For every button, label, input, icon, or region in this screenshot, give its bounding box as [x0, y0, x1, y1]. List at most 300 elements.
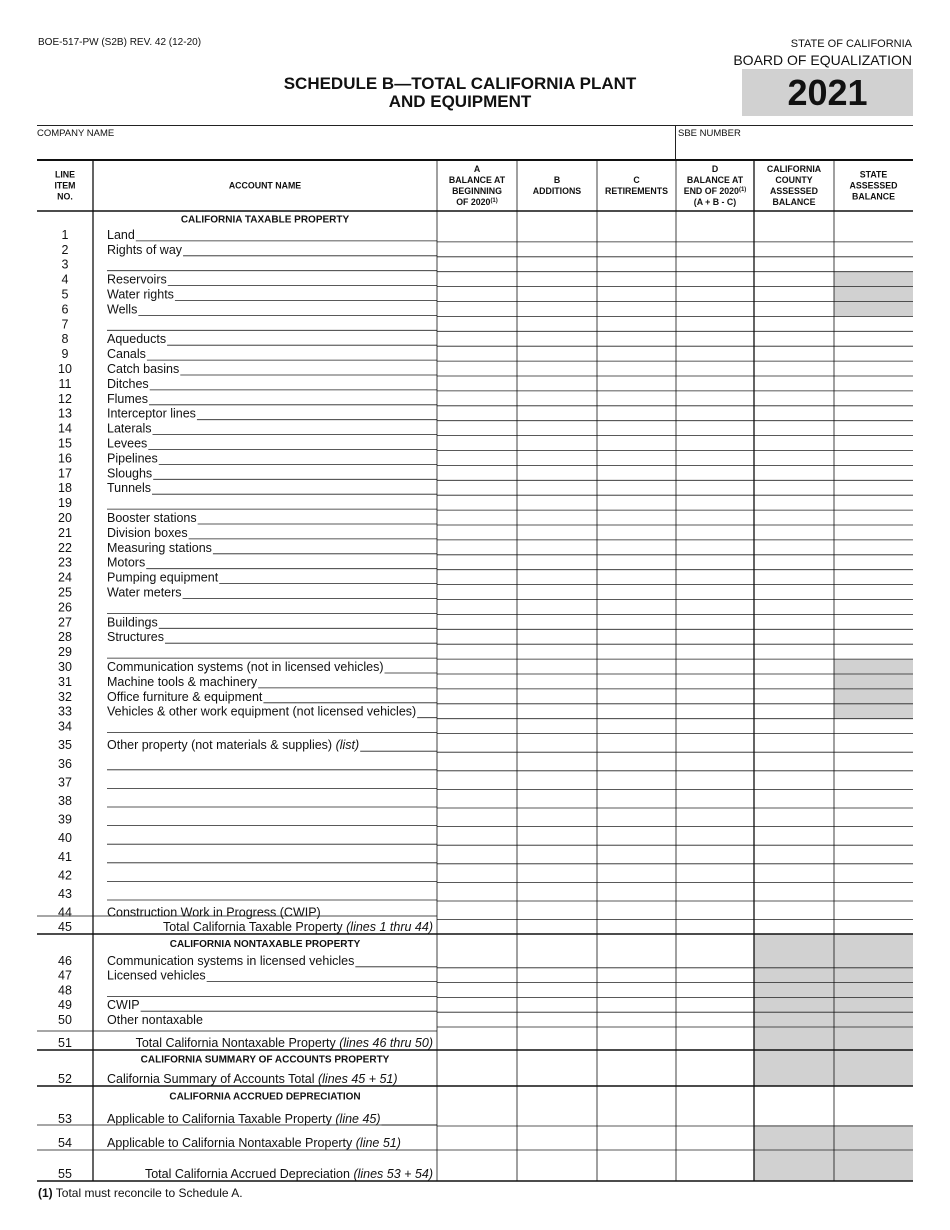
value-cell-43-county[interactable]	[755, 883, 833, 901]
value-cell-43-a[interactable]	[438, 883, 516, 901]
value-cell-49-b[interactable]	[518, 998, 596, 1012]
value-cell-33-state[interactable]	[835, 704, 912, 718]
value-cell-16-state[interactable]	[835, 451, 912, 465]
value-cell-38-c[interactable]	[598, 790, 675, 808]
value-cell-34-d[interactable]	[677, 719, 753, 733]
value-cell-18-county[interactable]	[755, 481, 833, 495]
value-cell-32-a[interactable]	[438, 689, 516, 703]
value-cell-41-state[interactable]	[835, 846, 912, 864]
value-cell-24-a[interactable]	[438, 570, 516, 584]
value-cell-26-d[interactable]	[677, 600, 753, 614]
value-cell-30-state[interactable]	[835, 660, 912, 674]
value-cell-53-county[interactable]	[755, 1107, 833, 1126]
value-cell-39-c[interactable]	[598, 809, 675, 827]
value-cell-15-d[interactable]	[677, 436, 753, 450]
value-cell-42-a[interactable]	[438, 864, 516, 882]
value-cell-10-b[interactable]	[518, 362, 596, 376]
value-cell-35-a[interactable]	[438, 734, 516, 752]
value-cell-21-b[interactable]	[518, 526, 596, 540]
value-cell-17-d[interactable]	[677, 466, 753, 480]
value-cell-55-a[interactable]	[438, 1151, 516, 1181]
value-cell-34-b[interactable]	[518, 719, 596, 733]
value-cell-45-d[interactable]	[677, 920, 753, 933]
value-cell-53-c[interactable]	[598, 1107, 675, 1126]
value-cell-22-state[interactable]	[835, 540, 912, 554]
value-cell-21-c[interactable]	[598, 526, 675, 540]
value-cell-41-a[interactable]	[438, 846, 516, 864]
value-cell-27-c[interactable]	[598, 615, 675, 629]
value-cell-7-d[interactable]	[677, 317, 753, 331]
value-cell-20-county[interactable]	[755, 511, 833, 525]
value-cell-34-c[interactable]	[598, 719, 675, 733]
value-cell-21-state[interactable]	[835, 526, 912, 540]
value-cell-20-a[interactable]	[438, 511, 516, 525]
value-cell-2-c[interactable]	[598, 242, 675, 256]
value-cell-28-d[interactable]	[677, 630, 753, 644]
value-cell-55-b[interactable]	[518, 1151, 596, 1181]
value-cell-26-county[interactable]	[755, 600, 833, 614]
value-cell-38-state[interactable]	[835, 790, 912, 808]
value-cell-44-c[interactable]	[598, 902, 675, 920]
value-cell-22-d[interactable]	[677, 540, 753, 554]
value-cell-1-county[interactable]	[755, 228, 833, 242]
value-cell-45-state[interactable]	[835, 920, 912, 933]
value-cell-26-a[interactable]	[438, 600, 516, 614]
value-cell-5-state[interactable]	[835, 287, 912, 301]
value-cell-46-d[interactable]	[677, 954, 753, 968]
value-cell-54-d[interactable]	[677, 1127, 753, 1150]
value-cell-19-state[interactable]	[835, 496, 912, 510]
value-cell-21-d[interactable]	[677, 526, 753, 540]
value-cell-37-b[interactable]	[518, 771, 596, 789]
value-cell-27-county[interactable]	[755, 615, 833, 629]
value-cell-18-a[interactable]	[438, 481, 516, 495]
value-cell-26-state[interactable]	[835, 600, 912, 614]
value-cell-20-state[interactable]	[835, 511, 912, 525]
value-cell-12-county[interactable]	[755, 391, 833, 405]
value-cell-45-county[interactable]	[755, 920, 833, 933]
value-cell-14-d[interactable]	[677, 421, 753, 435]
value-cell-17-state[interactable]	[835, 466, 912, 480]
value-cell-4-d[interactable]	[677, 272, 753, 286]
value-cell-25-c[interactable]	[598, 585, 675, 599]
value-cell-47-a[interactable]	[438, 968, 516, 982]
value-cell-37-county[interactable]	[755, 771, 833, 789]
value-cell-52-county[interactable]	[755, 1069, 833, 1086]
value-cell-14-state[interactable]	[835, 421, 912, 435]
value-cell-16-b[interactable]	[518, 451, 596, 465]
value-cell-30-d[interactable]	[677, 660, 753, 674]
value-cell-43-c[interactable]	[598, 883, 675, 901]
value-cell-4-b[interactable]	[518, 272, 596, 286]
value-cell-29-a[interactable]	[438, 645, 516, 659]
value-cell-13-c[interactable]	[598, 406, 675, 420]
value-cell-28-a[interactable]	[438, 630, 516, 644]
value-cell-41-c[interactable]	[598, 846, 675, 864]
value-cell-8-c[interactable]	[598, 332, 675, 346]
value-cell-31-d[interactable]	[677, 675, 753, 689]
value-cell-54-b[interactable]	[518, 1127, 596, 1150]
value-cell-17-c[interactable]	[598, 466, 675, 480]
value-cell-6-b[interactable]	[518, 302, 596, 316]
value-cell-8-a[interactable]	[438, 332, 516, 346]
value-cell-10-county[interactable]	[755, 362, 833, 376]
value-cell-42-b[interactable]	[518, 864, 596, 882]
value-cell-22-c[interactable]	[598, 540, 675, 554]
value-cell-47-c[interactable]	[598, 968, 675, 982]
value-cell-21-a[interactable]	[438, 526, 516, 540]
value-cell-50-c[interactable]	[598, 1013, 675, 1027]
value-cell-15-b[interactable]	[518, 436, 596, 450]
value-cell-46-c[interactable]	[598, 954, 675, 968]
value-cell-7-b[interactable]	[518, 317, 596, 331]
value-cell-9-c[interactable]	[598, 347, 675, 361]
value-cell-31-county[interactable]	[755, 675, 833, 689]
value-cell-22-b[interactable]	[518, 540, 596, 554]
value-cell-33-c[interactable]	[598, 704, 675, 718]
value-cell-33-a[interactable]	[438, 704, 516, 718]
value-cell-8-county[interactable]	[755, 332, 833, 346]
value-cell-53-b[interactable]	[518, 1107, 596, 1126]
value-cell-20-c[interactable]	[598, 511, 675, 525]
value-cell-51-b[interactable]	[518, 1028, 596, 1050]
value-cell-36-c[interactable]	[598, 753, 675, 771]
value-cell-12-state[interactable]	[835, 391, 912, 405]
value-cell-44-state[interactable]	[835, 902, 912, 920]
value-cell-18-c[interactable]	[598, 481, 675, 495]
value-cell-8-state[interactable]	[835, 332, 912, 346]
value-cell-15-a[interactable]	[438, 436, 516, 450]
value-cell-2-b[interactable]	[518, 242, 596, 256]
value-cell-19-c[interactable]	[598, 496, 675, 510]
value-cell-2-a[interactable]	[438, 242, 516, 256]
value-cell-41-b[interactable]	[518, 846, 596, 864]
value-cell-5-d[interactable]	[677, 287, 753, 301]
value-cell-16-a[interactable]	[438, 451, 516, 465]
value-cell-45-a[interactable]	[438, 920, 516, 933]
value-cell-40-a[interactable]	[438, 827, 516, 845]
value-cell-13-a[interactable]	[438, 406, 516, 420]
value-cell-37-a[interactable]	[438, 771, 516, 789]
value-cell-38-county[interactable]	[755, 790, 833, 808]
value-cell-12-b[interactable]	[518, 391, 596, 405]
value-cell-54-a[interactable]	[438, 1127, 516, 1150]
value-cell-49-county[interactable]	[755, 998, 833, 1012]
value-cell-3-b[interactable]	[518, 257, 596, 271]
value-cell-7-state[interactable]	[835, 317, 912, 331]
value-cell-28-b[interactable]	[518, 630, 596, 644]
value-cell-41-county[interactable]	[755, 846, 833, 864]
value-cell-45-b[interactable]	[518, 920, 596, 933]
value-cell-51-county[interactable]	[755, 1028, 833, 1050]
value-cell-36-a[interactable]	[438, 753, 516, 771]
value-cell-18-d[interactable]	[677, 481, 753, 495]
value-cell-38-a[interactable]	[438, 790, 516, 808]
value-cell-31-state[interactable]	[835, 675, 912, 689]
value-cell-41-d[interactable]	[677, 846, 753, 864]
value-cell-14-county[interactable]	[755, 421, 833, 435]
value-cell-35-d[interactable]	[677, 734, 753, 752]
value-cell-48-d[interactable]	[677, 983, 753, 997]
value-cell-4-state[interactable]	[835, 272, 912, 286]
value-cell-33-d[interactable]	[677, 704, 753, 718]
value-cell-42-c[interactable]	[598, 864, 675, 882]
value-cell-4-county[interactable]	[755, 272, 833, 286]
value-cell-23-state[interactable]	[835, 555, 912, 569]
value-cell-17-county[interactable]	[755, 466, 833, 480]
value-cell-26-c[interactable]	[598, 600, 675, 614]
value-cell-55-county[interactable]	[755, 1151, 833, 1181]
value-cell-25-a[interactable]	[438, 585, 516, 599]
value-cell-1-c[interactable]	[598, 228, 675, 242]
value-cell-15-county[interactable]	[755, 436, 833, 450]
value-cell-35-county[interactable]	[755, 734, 833, 752]
value-cell-47-b[interactable]	[518, 968, 596, 982]
value-cell-25-d[interactable]	[677, 585, 753, 599]
value-cell-4-c[interactable]	[598, 272, 675, 286]
value-cell-51-c[interactable]	[598, 1028, 675, 1050]
value-cell-44-d[interactable]	[677, 902, 753, 920]
value-cell-33-county[interactable]	[755, 704, 833, 718]
company-name-field[interactable]: COMPANY NAME	[37, 128, 115, 139]
value-cell-38-d[interactable]	[677, 790, 753, 808]
value-cell-24-c[interactable]	[598, 570, 675, 584]
value-cell-39-d[interactable]	[677, 809, 753, 827]
value-cell-2-state[interactable]	[835, 242, 912, 256]
value-cell-29-county[interactable]	[755, 645, 833, 659]
value-cell-37-c[interactable]	[598, 771, 675, 789]
value-cell-39-county[interactable]	[755, 809, 833, 827]
value-cell-50-a[interactable]	[438, 1013, 516, 1027]
value-cell-9-a[interactable]	[438, 347, 516, 361]
value-cell-44-county[interactable]	[755, 902, 833, 920]
value-cell-31-a[interactable]	[438, 675, 516, 689]
value-cell-2-county[interactable]	[755, 242, 833, 256]
value-cell-28-county[interactable]	[755, 630, 833, 644]
value-cell-38-b[interactable]	[518, 790, 596, 808]
value-cell-7-county[interactable]	[755, 317, 833, 331]
value-cell-13-county[interactable]	[755, 406, 833, 420]
value-cell-30-b[interactable]	[518, 660, 596, 674]
value-cell-35-state[interactable]	[835, 734, 912, 752]
value-cell-16-d[interactable]	[677, 451, 753, 465]
value-cell-9-d[interactable]	[677, 347, 753, 361]
value-cell-13-state[interactable]	[835, 406, 912, 420]
value-cell-36-county[interactable]	[755, 753, 833, 771]
value-cell-50-county[interactable]	[755, 1013, 833, 1027]
value-cell-19-d[interactable]	[677, 496, 753, 510]
value-cell-48-a[interactable]	[438, 983, 516, 997]
value-cell-54-county[interactable]	[755, 1127, 833, 1150]
value-cell-18-state[interactable]	[835, 481, 912, 495]
value-cell-14-b[interactable]	[518, 421, 596, 435]
value-cell-30-a[interactable]	[438, 660, 516, 674]
value-cell-12-d[interactable]	[677, 391, 753, 405]
value-cell-55-state[interactable]	[835, 1151, 912, 1181]
value-cell-39-a[interactable]	[438, 809, 516, 827]
value-cell-1-b[interactable]	[518, 228, 596, 242]
value-cell-43-d[interactable]	[677, 883, 753, 901]
value-cell-49-a[interactable]	[438, 998, 516, 1012]
value-cell-24-d[interactable]	[677, 570, 753, 584]
value-cell-20-d[interactable]	[677, 511, 753, 525]
value-cell-43-state[interactable]	[835, 883, 912, 901]
value-cell-32-c[interactable]	[598, 689, 675, 703]
value-cell-48-b[interactable]	[518, 983, 596, 997]
value-cell-24-state[interactable]	[835, 570, 912, 584]
value-cell-11-c[interactable]	[598, 377, 675, 391]
value-cell-34-state[interactable]	[835, 719, 912, 733]
value-cell-11-county[interactable]	[755, 377, 833, 391]
value-cell-6-c[interactable]	[598, 302, 675, 316]
value-cell-29-d[interactable]	[677, 645, 753, 659]
value-cell-32-d[interactable]	[677, 689, 753, 703]
value-cell-31-b[interactable]	[518, 675, 596, 689]
value-cell-47-d[interactable]	[677, 968, 753, 982]
value-cell-52-b[interactable]	[518, 1069, 596, 1086]
value-cell-3-c[interactable]	[598, 257, 675, 271]
value-cell-31-c[interactable]	[598, 675, 675, 689]
value-cell-53-a[interactable]	[438, 1107, 516, 1126]
value-cell-50-state[interactable]	[835, 1013, 912, 1027]
value-cell-23-c[interactable]	[598, 555, 675, 569]
value-cell-26-b[interactable]	[518, 600, 596, 614]
value-cell-27-b[interactable]	[518, 615, 596, 629]
value-cell-9-state[interactable]	[835, 347, 912, 361]
value-cell-3-d[interactable]	[677, 257, 753, 271]
value-cell-46-b[interactable]	[518, 954, 596, 968]
value-cell-21-county[interactable]	[755, 526, 833, 540]
value-cell-14-c[interactable]	[598, 421, 675, 435]
value-cell-14-a[interactable]	[438, 421, 516, 435]
value-cell-48-c[interactable]	[598, 983, 675, 997]
value-cell-33-b[interactable]	[518, 704, 596, 718]
value-cell-42-d[interactable]	[677, 864, 753, 882]
value-cell-53-d[interactable]	[677, 1107, 753, 1126]
value-cell-1-state[interactable]	[835, 228, 912, 242]
value-cell-29-state[interactable]	[835, 645, 912, 659]
value-cell-22-county[interactable]	[755, 540, 833, 554]
value-cell-4-a[interactable]	[438, 272, 516, 286]
value-cell-10-state[interactable]	[835, 362, 912, 376]
value-cell-55-d[interactable]	[677, 1151, 753, 1181]
value-cell-54-state[interactable]	[835, 1127, 912, 1150]
value-cell-43-b[interactable]	[518, 883, 596, 901]
value-cell-32-b[interactable]	[518, 689, 596, 703]
value-cell-6-a[interactable]	[438, 302, 516, 316]
value-cell-23-b[interactable]	[518, 555, 596, 569]
value-cell-42-state[interactable]	[835, 864, 912, 882]
value-cell-39-state[interactable]	[835, 809, 912, 827]
value-cell-5-b[interactable]	[518, 287, 596, 301]
value-cell-49-state[interactable]	[835, 998, 912, 1012]
value-cell-55-c[interactable]	[598, 1151, 675, 1181]
value-cell-19-b[interactable]	[518, 496, 596, 510]
value-cell-40-d[interactable]	[677, 827, 753, 845]
value-cell-17-a[interactable]	[438, 466, 516, 480]
value-cell-48-county[interactable]	[755, 983, 833, 997]
value-cell-46-state[interactable]	[835, 954, 912, 968]
value-cell-7-a[interactable]	[438, 317, 516, 331]
value-cell-51-a[interactable]	[438, 1028, 516, 1050]
value-cell-3-a[interactable]	[438, 257, 516, 271]
value-cell-49-d[interactable]	[677, 998, 753, 1012]
value-cell-40-state[interactable]	[835, 827, 912, 845]
value-cell-6-d[interactable]	[677, 302, 753, 316]
value-cell-27-d[interactable]	[677, 615, 753, 629]
value-cell-22-a[interactable]	[438, 540, 516, 554]
value-cell-30-county[interactable]	[755, 660, 833, 674]
value-cell-49-c[interactable]	[598, 998, 675, 1012]
value-cell-12-c[interactable]	[598, 391, 675, 405]
value-cell-2-d[interactable]	[677, 242, 753, 256]
value-cell-29-c[interactable]	[598, 645, 675, 659]
value-cell-46-a[interactable]	[438, 954, 516, 968]
value-cell-45-c[interactable]	[598, 920, 675, 933]
value-cell-47-state[interactable]	[835, 968, 912, 982]
value-cell-28-state[interactable]	[835, 630, 912, 644]
value-cell-52-state[interactable]	[835, 1069, 912, 1086]
value-cell-27-a[interactable]	[438, 615, 516, 629]
value-cell-27-state[interactable]	[835, 615, 912, 629]
value-cell-23-county[interactable]	[755, 555, 833, 569]
value-cell-35-b[interactable]	[518, 734, 596, 752]
value-cell-51-d[interactable]	[677, 1028, 753, 1050]
value-cell-13-b[interactable]	[518, 406, 596, 420]
value-cell-28-c[interactable]	[598, 630, 675, 644]
value-cell-47-county[interactable]	[755, 968, 833, 982]
value-cell-40-county[interactable]	[755, 827, 833, 845]
value-cell-19-a[interactable]	[438, 496, 516, 510]
value-cell-15-c[interactable]	[598, 436, 675, 450]
value-cell-11-a[interactable]	[438, 377, 516, 391]
value-cell-34-a[interactable]	[438, 719, 516, 733]
value-cell-34-county[interactable]	[755, 719, 833, 733]
value-cell-5-c[interactable]	[598, 287, 675, 301]
value-cell-36-d[interactable]	[677, 753, 753, 771]
value-cell-6-county[interactable]	[755, 302, 833, 316]
value-cell-6-state[interactable]	[835, 302, 912, 316]
value-cell-25-county[interactable]	[755, 585, 833, 599]
value-cell-52-c[interactable]	[598, 1069, 675, 1086]
value-cell-50-d[interactable]	[677, 1013, 753, 1027]
value-cell-11-d[interactable]	[677, 377, 753, 391]
value-cell-23-d[interactable]	[677, 555, 753, 569]
value-cell-20-b[interactable]	[518, 511, 596, 525]
value-cell-36-state[interactable]	[835, 753, 912, 771]
value-cell-37-d[interactable]	[677, 771, 753, 789]
value-cell-30-c[interactable]	[598, 660, 675, 674]
value-cell-50-b[interactable]	[518, 1013, 596, 1027]
value-cell-52-d[interactable]	[677, 1069, 753, 1086]
value-cell-5-a[interactable]	[438, 287, 516, 301]
value-cell-25-state[interactable]	[835, 585, 912, 599]
value-cell-9-county[interactable]	[755, 347, 833, 361]
value-cell-1-a[interactable]	[438, 228, 516, 242]
value-cell-32-county[interactable]	[755, 689, 833, 703]
value-cell-10-c[interactable]	[598, 362, 675, 376]
value-cell-10-d[interactable]	[677, 362, 753, 376]
value-cell-36-b[interactable]	[518, 753, 596, 771]
value-cell-40-b[interactable]	[518, 827, 596, 845]
value-cell-32-state[interactable]	[835, 689, 912, 703]
value-cell-53-state[interactable]	[835, 1107, 912, 1126]
value-cell-8-d[interactable]	[677, 332, 753, 346]
value-cell-40-c[interactable]	[598, 827, 675, 845]
value-cell-7-c[interactable]	[598, 317, 675, 331]
value-cell-8-b[interactable]	[518, 332, 596, 346]
value-cell-51-state[interactable]	[835, 1028, 912, 1050]
